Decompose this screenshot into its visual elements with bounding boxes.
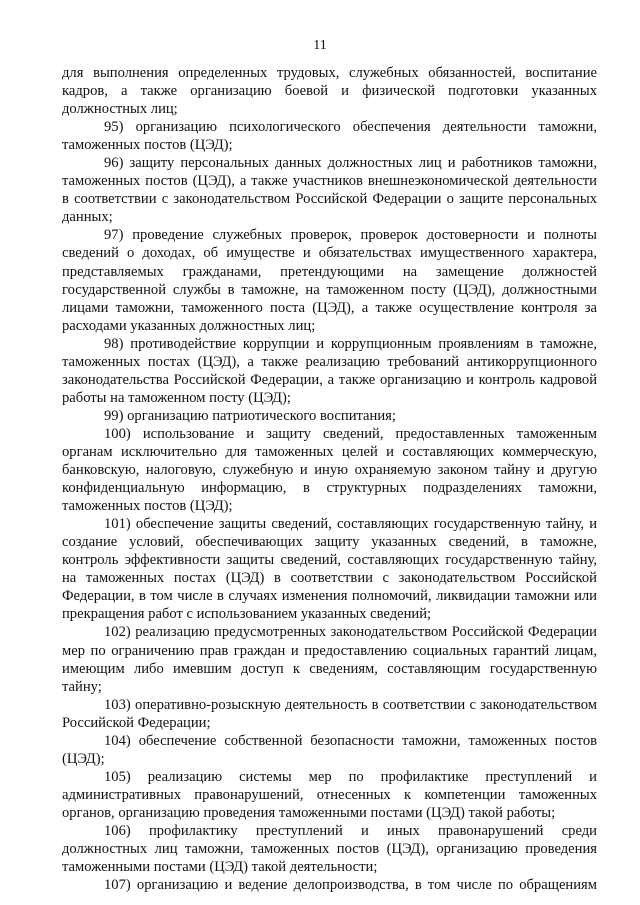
list-item-97 bbox=[62, 226, 597, 334]
list-item-107 bbox=[62, 876, 597, 894]
item-number: 104) bbox=[104, 732, 131, 749]
item-number: 100) bbox=[104, 425, 131, 442]
item-number: 99) bbox=[104, 407, 124, 424]
item-text: реализацию предусмотренных законодательством Российской Федерации мер по ограничению прав граждан и предоставлению социальных гарантий лицам, имеющим либо имевшим доступ к сведениям, составляющим государственную тайну; bbox=[62, 624, 597, 695]
item-number: 95) bbox=[104, 119, 124, 136]
item-text: обеспечение собственной безопасности таможни, таможенных постов (ЦЭД); bbox=[62, 732, 598, 767]
item-number: 101) bbox=[104, 516, 131, 533]
list-item-103 bbox=[62, 696, 597, 732]
item-number: 97) bbox=[104, 227, 124, 244]
list-item-102 bbox=[62, 623, 597, 695]
item-number: 103) bbox=[104, 696, 131, 713]
list-item-99 bbox=[62, 407, 597, 425]
list-item-100 bbox=[62, 425, 597, 515]
item-text: реализацию системы мер по профилактике преступлений и административных правонарушений, отнесенных к компетенции таможенных органов, организацию проведения таможенными постами (ЦЭД) такой работы; bbox=[62, 768, 597, 821]
item-text: организацию психологического обеспечения деятельности таможни, таможенных постов (ЦЭД); bbox=[62, 119, 597, 154]
list-item-101 bbox=[62, 515, 597, 623]
item-text: организацию патриотического воспитания; bbox=[127, 407, 396, 424]
item-number: 96) bbox=[104, 155, 124, 172]
list-item-104 bbox=[62, 732, 597, 768]
item-text: проведение служебных проверок, проверок достоверности и полноты сведений о доходах, об имуществе и обязательствах имущественного характера, представляемых гражданами, претендующими на замещение должностей государственной службы в таможне, на таможенном посту (ЦЭД), должностными лицами таможни, таможенного поста (ЦЭД), а также осуществление контроля за расходами указанных должностных лиц; bbox=[62, 227, 597, 334]
item-text: организацию и ведение делопроизводства, в том числе по обращениям bbox=[136, 877, 597, 894]
item-number: 107) bbox=[104, 877, 131, 894]
item-number: 98) bbox=[104, 335, 124, 352]
item-text: профилактику преступлений и иных правонарушений среди должностных лиц таможни, таможенных постов (ЦЭД), организацию проведения таможенными постами (ЦЭД) такой деятельности; bbox=[62, 822, 597, 876]
item-text: оперативно-розыскную деятельность в соответствии с законодательством Российской Федерации; bbox=[62, 696, 597, 731]
list-item-105 bbox=[62, 768, 597, 822]
item-number: 102) bbox=[104, 624, 131, 641]
page-number: 11 bbox=[313, 38, 327, 53]
list-item-106 bbox=[62, 822, 597, 876]
document-body bbox=[62, 64, 597, 894]
item-text: противодействие коррупции и коррупционным проявлениям в таможне, таможенных постах (ЦЭД), а также реализацию требований антикоррупционного законодательства Российской Федерации, а также организацию и контроль кадровой работы на таможенном посту (ЦЭД); bbox=[62, 335, 597, 406]
list-item-95 bbox=[62, 118, 597, 154]
item-number: 105) bbox=[104, 768, 131, 785]
list-item-96 bbox=[62, 154, 597, 226]
item-number: 106) bbox=[104, 822, 131, 839]
item-text: защиту персональных данных должностных лиц и работников таможни, таможенных постов (ЦЭД), а также участников внешнеэкономической деятельности в соответствии с законодательством Российской Федерации о защите персональных данных; bbox=[62, 155, 598, 226]
item-text: использование и защиту сведений, предоставленных таможенным органам исключительно для таможенных целей и составляющих коммерческую, банковскую, налоговую, служебную и иную охраняемую законом тайну и другую конфиденциальную информацию, в структурных подразделениях таможни, таможенных постов (ЦЭД); bbox=[62, 425, 597, 515]
intro-paragraph: для выполнения определенных трудовых, служебных обязанностей, воспитание кадров, а также организацию боевой и физической подготовки указанных должностных лиц; bbox=[62, 65, 597, 118]
list-item-98 bbox=[62, 335, 597, 407]
item-text: обеспечение защиты сведений, составляющих государственную тайну, и создание условий, обеспечивающих защиту указанных сведений, в таможне, контроль эффективности защиты сведений, составляющих государственную тайну, на таможенных постах (ЦЭД) в соответствии с законодательством Российской Федерации, в том числе в случаях изменения полномочий, ликвидации таможни или прекращения работ с использованием указанных сведений; bbox=[62, 516, 598, 623]
